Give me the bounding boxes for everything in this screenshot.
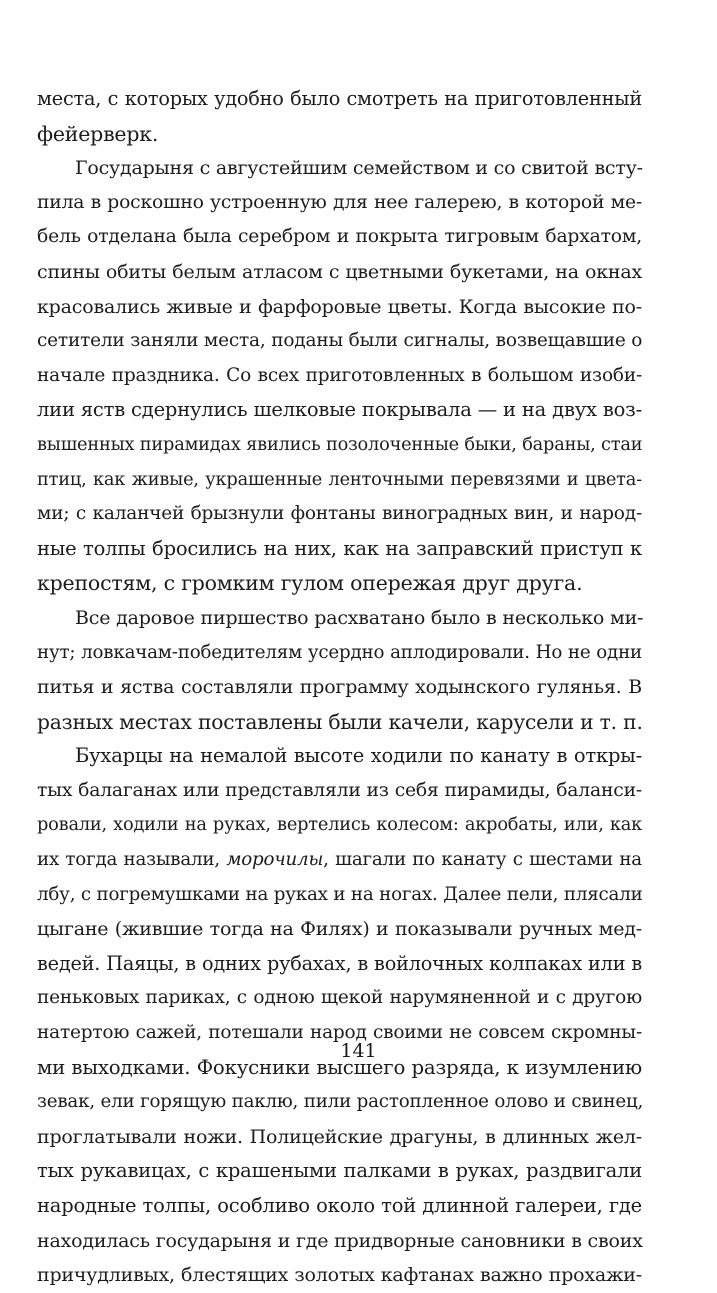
text-line: ми; с каланчей брызнули фонтаны виноградных вин, и народ- bbox=[37, 503, 642, 525]
text-line: причудливых, блестящих золотых кафтанах важно прохажи- bbox=[37, 1264, 642, 1287]
text-line: бель отделана была серебром и покрыта тигровым бархатом, bbox=[37, 226, 642, 248]
text-line: Государыня с августейшим семейством и со свитой всту- bbox=[75, 157, 643, 180]
text-line: пила в роскошно устроенную для нее галерею, в которой ме- bbox=[37, 191, 642, 213]
text-line: натертою сажей, потешали народ своими не совсем скромны- bbox=[37, 1022, 642, 1044]
text-line: лии яств сдернулись шелковые покрывала — и на двух воз- bbox=[37, 398, 642, 422]
text-line: красовались живые и фарфоровые цветы. Когда высокие по- bbox=[37, 295, 642, 318]
text-line: ведей. Паяцы, в одних рубахах, в войлочных колпаках или в bbox=[37, 951, 642, 975]
text-line: проглатывали ножи. Полицейские драгуны, в длинных жел- bbox=[37, 1125, 642, 1148]
text-line: пеньковых париках, с одною щекой нарумяненной и с другою bbox=[37, 987, 642, 1009]
text-line: тых балаганах или представляли из себя пирамиды, баланси- bbox=[37, 779, 642, 801]
text-line: ровали, ходили на руках, вертелись колесом: акробаты, или, как bbox=[37, 815, 642, 836]
page-text bbox=[37, 82, 642, 1293]
text-line: места, с которых удобно было смотреть на приготовленный bbox=[37, 87, 642, 110]
text-line: питья и яства составляли программу ходынского гулянья. В bbox=[37, 676, 642, 699]
text-line: их тогда называли, морочилы, шагали по канату с шестами на bbox=[37, 849, 642, 871]
text-line: Все даровое пиршество расхватано было в несколько ми- bbox=[75, 606, 644, 629]
text-line: зевак, ели горящую паклю, пили растопленное олово и свинец, bbox=[37, 1091, 644, 1113]
text-line: народные толпы, особливо около той длинной галереи, где bbox=[37, 1194, 642, 1217]
text-line: фейерверк. bbox=[37, 121, 159, 146]
text-line: сетители заняли места, поданы были сигналы, возвещавшие о bbox=[37, 330, 643, 352]
text-line: находилась государыня и где придворные сановники в своих bbox=[37, 1229, 643, 1252]
text-line: Бухарцы на немалой высоте ходили по канату в откры- bbox=[75, 744, 642, 768]
text-line: лбу, с погремушками на руках и на ногах. Далее пели, плясали bbox=[37, 883, 643, 905]
text-line: разных местах поставлены были качели, карусели и т. п. bbox=[37, 709, 643, 734]
text-line: крепостям, с громким гулом опережая друг друга. bbox=[37, 571, 583, 596]
page-number: 141 bbox=[340, 1040, 377, 1062]
text-line: спины обиты белым атласом с цветными букетами, на окнах bbox=[37, 260, 642, 283]
text-line: вышенных пирамидах явились позолоченные быки, бараны, стаи bbox=[37, 434, 643, 455]
text-line: начале праздника. Со всех приготовленных в большом изоби- bbox=[37, 364, 642, 386]
text-line: ные толпы бросились на них, как на заправский приступ к bbox=[37, 536, 642, 560]
text-line: нут; ловкачам-победителям усердно аплодировали. Но не одни bbox=[37, 641, 642, 663]
text-line: ми выходками. Фокусники высшего разряда, к изумлению bbox=[37, 1055, 642, 1079]
text-line: цыгане (жившие тогда на Филях) и показывали ручных мед- bbox=[37, 918, 642, 941]
text-line: тых рукавицах, с крашеными палками в руках, раздвигали bbox=[37, 1159, 642, 1183]
text-line: птиц, как живые, украшенные ленточными перевязями и цвета- bbox=[37, 469, 642, 490]
